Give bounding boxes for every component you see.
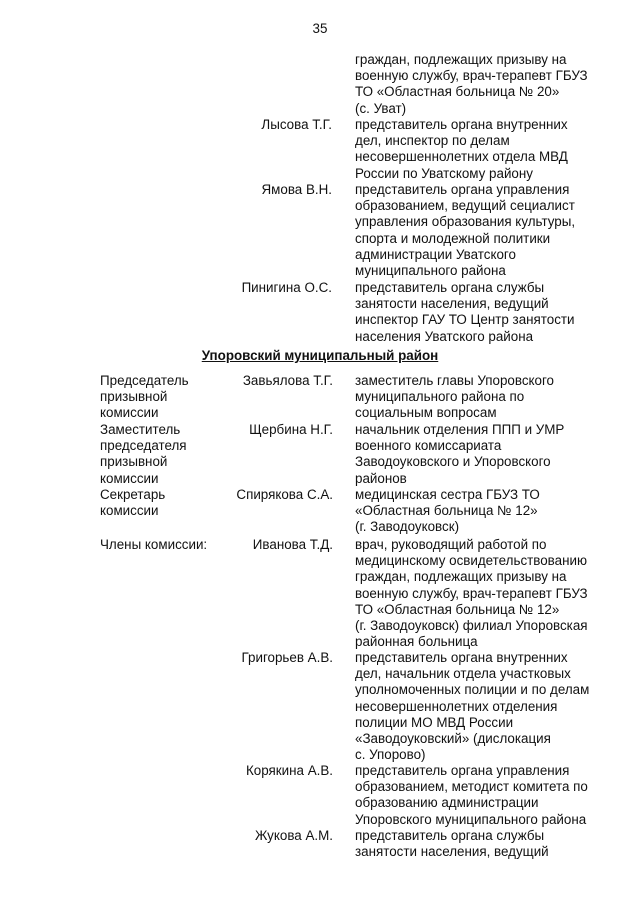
member-name: Завьялова Т.Г. <box>242 373 333 388</box>
member-name: Ямова В.Н. <box>261 182 332 197</box>
member-name: Иванова Т.Д. <box>252 537 333 552</box>
continued-description: граждан, подлежащих призыву на военную службу, врач-терапевт ГБУЗ ТО «Областная больница № 20» (с. Уват) <box>355 52 588 116</box>
member-name: Пинигина О.С. <box>241 280 332 295</box>
member-description: представитель органа внутренних дел, начальник отдела участковых уполномоченных полиции и по делам несовершеннолетних отделения полиции МО МВД России «Заводоуковский» (дислокация с. Упорово) <box>355 650 590 763</box>
member-description: представитель органа службы занятости населения, ведущий <box>355 828 549 860</box>
member-name: Спирякова С.А. <box>236 487 333 502</box>
member-role: Секретарь комиссии <box>100 487 166 519</box>
member-description: представитель органа управления образованием, ведущий сециалист управления образования культуры, спорта и молодежной политики администрации Уватского муниципального района <box>355 182 576 279</box>
page-number: 35 <box>312 21 328 36</box>
member-name: Щербина Н.Г. <box>249 422 333 437</box>
member-description: начальник отделения ППП и УМР военного комиссариата Заводоуковского и Упоровского районов <box>355 422 565 486</box>
member-description: представитель органа службы занятости населения, ведущий инспектор ГАУ ТО Центр занятости населения Уватского района <box>355 280 575 344</box>
member-name: Корякина А.В. <box>246 763 333 778</box>
district-heading: Упоровский муниципальный район <box>201 348 439 363</box>
member-role: Члены комиссии: <box>100 537 208 552</box>
member-role: Заместитель председателя призывной комиссии <box>100 422 187 486</box>
member-description: представитель органа управления образованием, методист комитета по образованию администрации Упоровского муниципального района <box>355 763 588 827</box>
member-name: Григорьев А.В. <box>241 650 333 665</box>
member-description: представитель органа внутренних дел, инспектор по делам несовершеннолетних отдела МВД России по Уватскому району <box>355 117 568 181</box>
member-name: Лысова Т.Г. <box>261 117 332 132</box>
member-description: медицинская сестра ГБУЗ ТО «Областная больница № 12» (г. Заводоуковск) <box>355 487 540 535</box>
member-name: Жукова А.М. <box>254 828 333 843</box>
member-role: Председатель призывной комиссии <box>100 373 189 421</box>
member-description: заместитель главы Упоровского муниципального района по социальным вопросам <box>355 373 555 421</box>
member-description: врач, руководящий работой по медицинскому освидетельствованию граждан, подлежащих призыву на военную службу, врач-терапевт ГБУЗ ТО «Областная больница № 12» (г. Заводоуковск) филиал Упоровская районная больница <box>355 537 588 650</box>
